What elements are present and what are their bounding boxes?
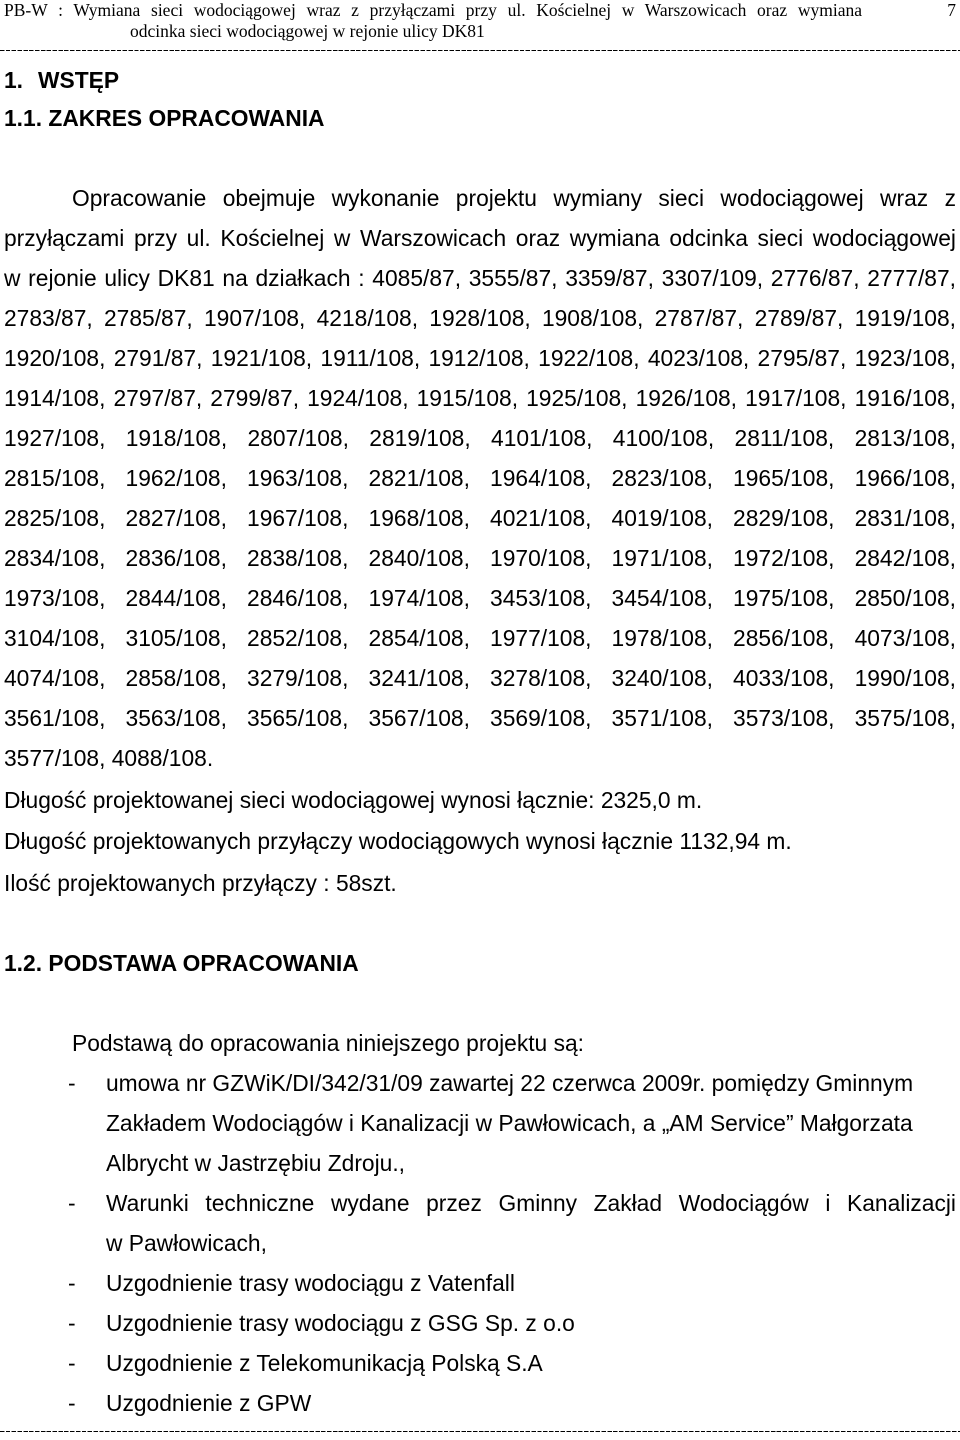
running-header-title-continuation: odcinka sieci wodociągowej w rejonie ulicy DK81: [130, 21, 485, 41]
paragraph-line: 2834/108, 2836/108, 2838/108, 2840/108, 1970/108, 1971/108, 1972/108, 2842/108,: [4, 545, 956, 571]
paragraph-line: 1914/108, 2797/87, 2799/87, 1924/108, 1915/108, 1925/108, 1926/108, 1917/108, 1916/108,: [4, 385, 956, 411]
list-bullet: -: [68, 1190, 76, 1216]
list-bullet: -: [68, 1270, 76, 1296]
list-item: [4, 1263, 956, 1303]
page-number: 7: [947, 0, 956, 20]
paragraph-line: 2825/108, 2827/108, 1967/108, 1968/108, 4021/108, 4019/108, 2829/108, 2831/108,: [4, 505, 956, 531]
paragraph-line: Opracowanie obejmuje wykonanie projektu wymiany sieci wodociągowej wraz z: [72, 185, 956, 211]
footer-separator: [0, 1431, 960, 1432]
list-item-line: Uzgodnienie trasy wodociągu z Vatenfall: [106, 1270, 515, 1296]
list-item: [4, 1343, 956, 1383]
section-number: 1.2.: [4, 950, 43, 976]
section-number: 1.1.: [4, 105, 43, 131]
connections-length-line: Długość projektowanych przyłączy wodociągowych wynosi łącznie 1132,94 m.: [4, 828, 792, 854]
list-item-line: Uzgodnienie z Telekomunikacją Polską S.A: [106, 1350, 543, 1376]
header-separator: [0, 50, 960, 51]
list-item-line: Albrycht w Jastrzębiu Zdroju.,: [106, 1150, 405, 1176]
list-item: [4, 1383, 956, 1423]
subsection-heading: [4, 98, 956, 138]
basis-list: [4, 1063, 956, 1423]
list-item-line: Zakładem Wodociągów i Kanalizacji w Pawłowicach, a „AM Service” Małgorzata: [106, 1110, 913, 1136]
list-item-line: w Pawłowicach,: [106, 1230, 267, 1256]
running-header-title: PB-W : Wymiana sieci wodociągowej wraz z przyłączami przy ul. Kościelnej w Warszowicach oraz wymiana: [4, 0, 862, 20]
section-title: PODSTAWA OPRACOWANIA: [48, 950, 359, 976]
paragraph-line: 2815/108, 1962/108, 1963/108, 2821/108, 1964/108, 2823/108, 1965/108, 1966/108,: [4, 465, 956, 491]
paragraph-line: 4074/108, 2858/108, 3279/108, 3241/108, 3278/108, 3240/108, 4033/108, 1990/108,: [4, 665, 956, 691]
paragraph-line: 1920/108, 2791/87, 1921/108, 1911/108, 1912/108, 1922/108, 4023/108, 2795/87, 1923/108,: [4, 345, 956, 371]
scope-paragraph: [4, 178, 956, 778]
paragraph-line: 1927/108, 1918/108, 2807/108, 2819/108, 4101/108, 4100/108, 2811/108, 2813/108,: [4, 425, 956, 451]
section-heading: [4, 60, 956, 100]
paragraph-line: 3577/108, 4088/108.: [4, 745, 214, 771]
paragraph-line: w rejonie ulicy DK81 na działkach : 4085/87, 3555/87, 3359/87, 3307/109, 2776/87, 2777/87,: [4, 265, 956, 291]
list-item-line: Uzgodnienie trasy wodociągu z GSG Sp. z o.o: [106, 1310, 575, 1336]
list-bullet: -: [68, 1350, 76, 1376]
paragraph-line: 3104/108, 3105/108, 2852/108, 2854/108, 1977/108, 1978/108, 2856/108, 4073/108,: [4, 625, 956, 651]
paragraph-line: 2783/87, 2785/87, 1907/108, 4218/108, 1928/108, 1908/108, 2787/87, 2789/87, 1919/108,: [4, 305, 956, 331]
section-number: 1.: [4, 67, 24, 93]
network-length-line: Długość projektowanej sieci wodociągowej wynosi łącznie: 2325,0 m.: [4, 786, 703, 813]
list-bullet: -: [68, 1390, 76, 1416]
basis-intro: Podstawą do opracowania niniejszego projektu są:: [72, 1030, 584, 1056]
section-title: ZAKRES OPRACOWANIA: [48, 105, 325, 131]
section-title: WSTĘP: [38, 67, 120, 93]
paragraph-line: 3561/108, 3563/108, 3565/108, 3567/108, 3569/108, 3571/108, 3573/108, 3575/108,: [4, 705, 956, 731]
connections-count-line: Ilość projektowanych przyłączy : 58szt.: [4, 869, 397, 896]
paragraph-line: 1973/108, 2844/108, 2846/108, 1974/108, 3453/108, 3454/108, 1975/108, 2850/108,: [4, 585, 956, 611]
list-item: [4, 1303, 956, 1343]
list-item-line: Uzgodnienie z GPW: [106, 1390, 312, 1416]
length-summary: [4, 780, 956, 905]
paragraph-line: przyłączami przy ul. Kościelnej w Warszowicach oraz wymiana odcinka sieci wodociągowej: [4, 225, 956, 251]
list-item-line: umowa nr GZWiK/DI/342/31/09 zawartej 22 czerwca 2009r. pomiędzy Gminnym: [106, 1070, 914, 1096]
list-bullet: -: [68, 1310, 76, 1336]
list-bullet: -: [68, 1070, 76, 1096]
list-item: [4, 1183, 956, 1263]
subsection-heading: [4, 943, 956, 983]
list-item: [4, 1063, 956, 1183]
list-item-line: Warunki techniczne wydane przez Gminny Zakład Wodociągów i Kanalizacji: [106, 1190, 956, 1216]
